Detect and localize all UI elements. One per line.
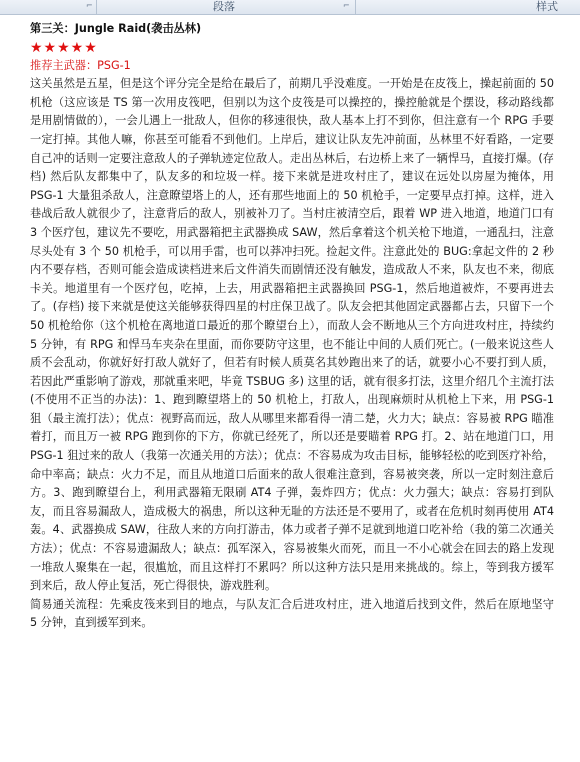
recommended-weapon: 推荐主武器：PSG-1 <box>30 58 131 72</box>
paragraph-group-label: 段落 <box>213 0 235 13</box>
walkthrough-paragraph: 这关虽然是五星，但是这个评分完全是给在最后了，前期几乎没难度。一开始是在皮筏上，操起前面的 50 机枪（这应该是 TS 第一次用皮筏吧，但别以为这个皮筏是可以操控的，操控舱就是个摆设，移动路线都是用剧情做的），一会儿遇上一批敌人，但你的移速很快，敌人基本上打不到你，但注意有一个 RPG 手要一定打掉。其他人嘛，你甚至可能看不到他们。上岸后，建议让队友先冲前面，丛林里不好看路，一定要自己冲的话则一定要注意敌人的子弹轨迹定位敌人。走出丛林后，右边桥上来了一辆悍马，直接打爆。(存档) 然后队友都集中了，队友多的和垃圾一样。接下来就是进攻村庄了，建议在远处以房屋为掩体，用 PSG-1 大量狙杀敌人，注意瞭望塔上的人，还有那些地面上的 50 机枪手，一定要早点打掉。这样，进入巷战后敌人就很少了，注意背后的敌人，别被补刀了。当村庄被清空后，跟着 WP 进入地道，地道门口有 3 个医疗包，建议先不要吃，用武器箱把主武器换成 SAW，然后拿着这个机关枪下地道，一通乱扫，注意尽头处有 3 个 50 机枪手，可以用手雷，也可以莽冲扫死。捡起文件。注意此处的 BUG:拿起文件的 2 秒内不要存档，否则可能会造成读档进来后文件消失而剧情还没有触发，造成敌人不来，队友也不来，彻底卡关。地道里有一个医疗包，吃掉，上去，用武器箱把主武器换回 PSG-1，然后地道被炸，不要再进去了。(存档) 接下来就是使这关能够获得四星的村庄保卫战了。队友会把其他固定武器都占去，只留下一个 50 机枪给你（这个机枪在离地道口最近的那个瞭望台上），而敌人会不断地从三个方向进攻村庄，持续约 5 分钟，有 RPG 和悍马车夹杂在里面，而你要防守这里，也不能让中间的人质们死亡。(一般来说这些人质不会乱动，你就好好打敌人就好了，但若有时候人质莫名其妙跑出来了的话，就要小心不要打到人质，若因此严重影响了游戏，那就重来吧，毕竟 TSBUG 多) 这里的话，就有很多打法，这里介绍几个主流打法 (不使用不正当的办法)：1、跑到瞭望塔上的 50 机枪上，打敌人，出现麻烦时从机枪上下来，用 PSG-1 狙（最主流打法）；优点：视野高而远，敌人从哪里来都看得一清二楚，火力大；缺点：容易被 RPG 瞄准着打，而且万一被 RPG 跑到你的下方，你就已经死了，所以还是要瞄着 RPG 打。2、站在地道门口，用 PSG-1 狙过来的敌人（我第一次通关用的方法）；优点：不容易成为攻击目标，能够轻松的吃到医疗补给，命中率高；缺点：火力不足，而且从地道口后面来的敌人很难注意到，容易被突袭，所以一定时刻注意后方。3、跑到瞭望台上，利用武器箱无限刷 AT4 子弹，轰炸四方；优点：火力强大；缺点：容易打到队友，而且容易漏敌人，造成极大的祸患，所以这种无耻的方法还是不要用了，或者在危机时刻再使用 AT4 轰。4、武器换成 SAW，往敌人来的方向打游击，体力或者子弹不足就到地道口吃补给（我的第二次通关方法）；优点：不容易遗漏敌人；缺点：孤军深入，容易被集火而死，而且一不小心就会在回去的路上发现一堆敌人聚集在一起，很尴尬，而且这样打不累吗？所以这种方法只是用来挑战的。综上，等到我方援军到来后，敌人停止复活，死亡得很快，游戏胜利。 <box>30 77 554 593</box>
ribbon-group-styles <box>356 0 580 14</box>
level-title: 第三关：Jungle Raid(袭击丛林) <box>30 22 202 35</box>
difficulty-rating: ★★★★★ <box>30 39 98 56</box>
ribbon-group-left <box>0 0 97 14</box>
summary-paragraph: 简易通关流程：先乘皮筏来到目的地点，与队友汇合后进攻村庄，进入地道后找到文件，然后在原地坚守 5 分钟，直到援军到来。 <box>30 597 554 630</box>
styles-group-label: 样式 <box>536 0 558 13</box>
ribbon-bar <box>0 0 580 15</box>
ribbon-group-paragraph <box>97 0 356 14</box>
dialog-launcher-icon[interactable]: ⌐ <box>86 1 93 10</box>
document-page[interactable] <box>30 20 554 633</box>
paragraph-launcher-icon[interactable]: ⌐ <box>343 1 350 10</box>
